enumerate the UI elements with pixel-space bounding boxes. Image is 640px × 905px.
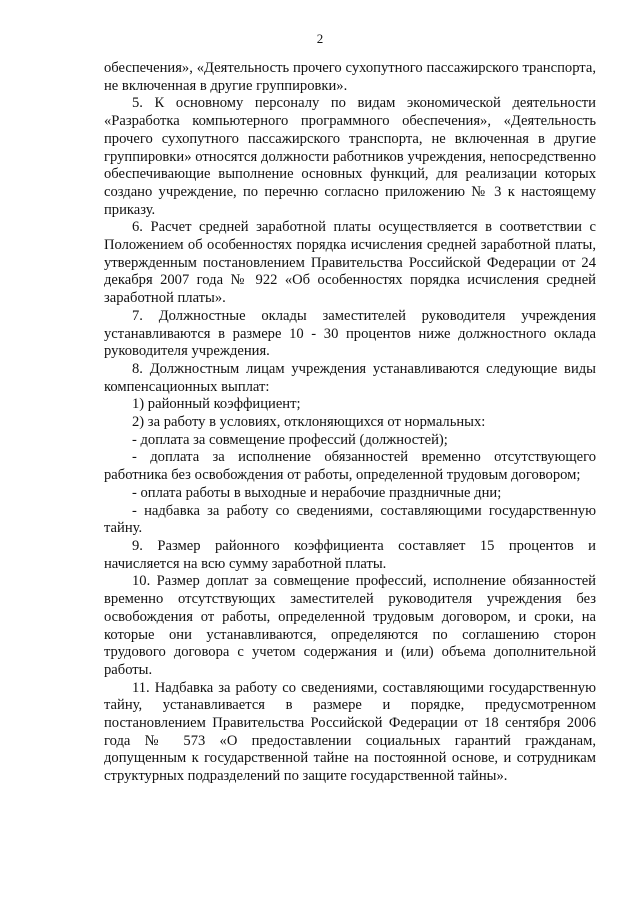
paragraph-10: 10. Размер доплат за совмещение профессий, исполнение обязанностей временно отсутствующих заместителей руководителя учреждения без освобождения от работы, определенной трудовым договором, и сроки, на которые они устанавливаются, определяются по соглашению сторон трудового договора с учетом содержания и (или) объема дополнительной работы. — [104, 573, 596, 678]
list-item-dash-4: - надбавка за работу со сведениями, составляющими государственную тайну. — [104, 502, 596, 537]
list-item-dash-2: - доплата за исполнение обязанностей временно отсутствующего работника без освобождения от работы, определенной трудовым договором; — [104, 449, 596, 484]
list-item-1: 1) районный коэффициент; — [132, 396, 301, 413]
paragraph-9: 9. Размер районного коэффициента составляет 15 процентов и начисляется на всю сумму заработной платы. — [104, 537, 596, 572]
list-item-2: 2) за работу в условиях, отклоняющихся от нормальных: — [132, 414, 486, 431]
list-item-dash-3: - оплата работы в выходные и нерабочие праздничные дни; — [132, 484, 502, 501]
paragraph-11: 11. Надбавка за работу со сведениями, составляющими государственную тайну, устанавливается в размере и порядке, предусмотренном постановлением Правительства Российской Федерации от 18 сентября 2006 года № 573 «О предоставлении социальных гарантий гражданам, допущенным к государственной тайне на постоянной основе, и сотрудникам структурных подразделений по защите государственной тайны». — [104, 679, 596, 785]
paragraph-6: 6. Расчет средней заработной платы осуществляется в соответствии с Положением об особенностях порядка исчисления средней заработной платы, утвержденным постановлением Правительства Российской Федерации от 24 декабря 2007 года № 922 «Об особенностях порядка исчисления средней заработной платы». — [104, 219, 596, 307]
paragraph-5: 5. К основному персоналу по видам экономической деятельности «Разработка компьютерного программного обеспечения», «Деятельность прочего сухопутного пассажирского транспорта, не включенная в другие группировки» относятся должности работников учреждения, непосредственно обеспечивающие выполнение основных функций, для реализации которых создано учреждение, по перечню согласно приложению № 3 к настоящему приказу. — [104, 95, 596, 218]
paragraph-continuation: обеспечения», «Деятельность прочего сухопутного пассажирского транспорта, не включенная в другие группировки». — [104, 60, 596, 94]
document-body — [104, 60, 596, 786]
paragraph-7: 7. Должностные оклады заместителей руководителя учреждения устанавливаются в размере 10 - 30 процентов ниже должностного оклада руководителя учреждения. — [104, 307, 596, 360]
list-item-dash-1: - доплата за совмещение профессий (должностей); — [132, 431, 448, 448]
paragraph-8: 8. Должностным лицам учреждения устанавливаются следующие виды компенсационных выплат: — [104, 360, 596, 395]
page-number: 2 — [316, 31, 324, 46]
